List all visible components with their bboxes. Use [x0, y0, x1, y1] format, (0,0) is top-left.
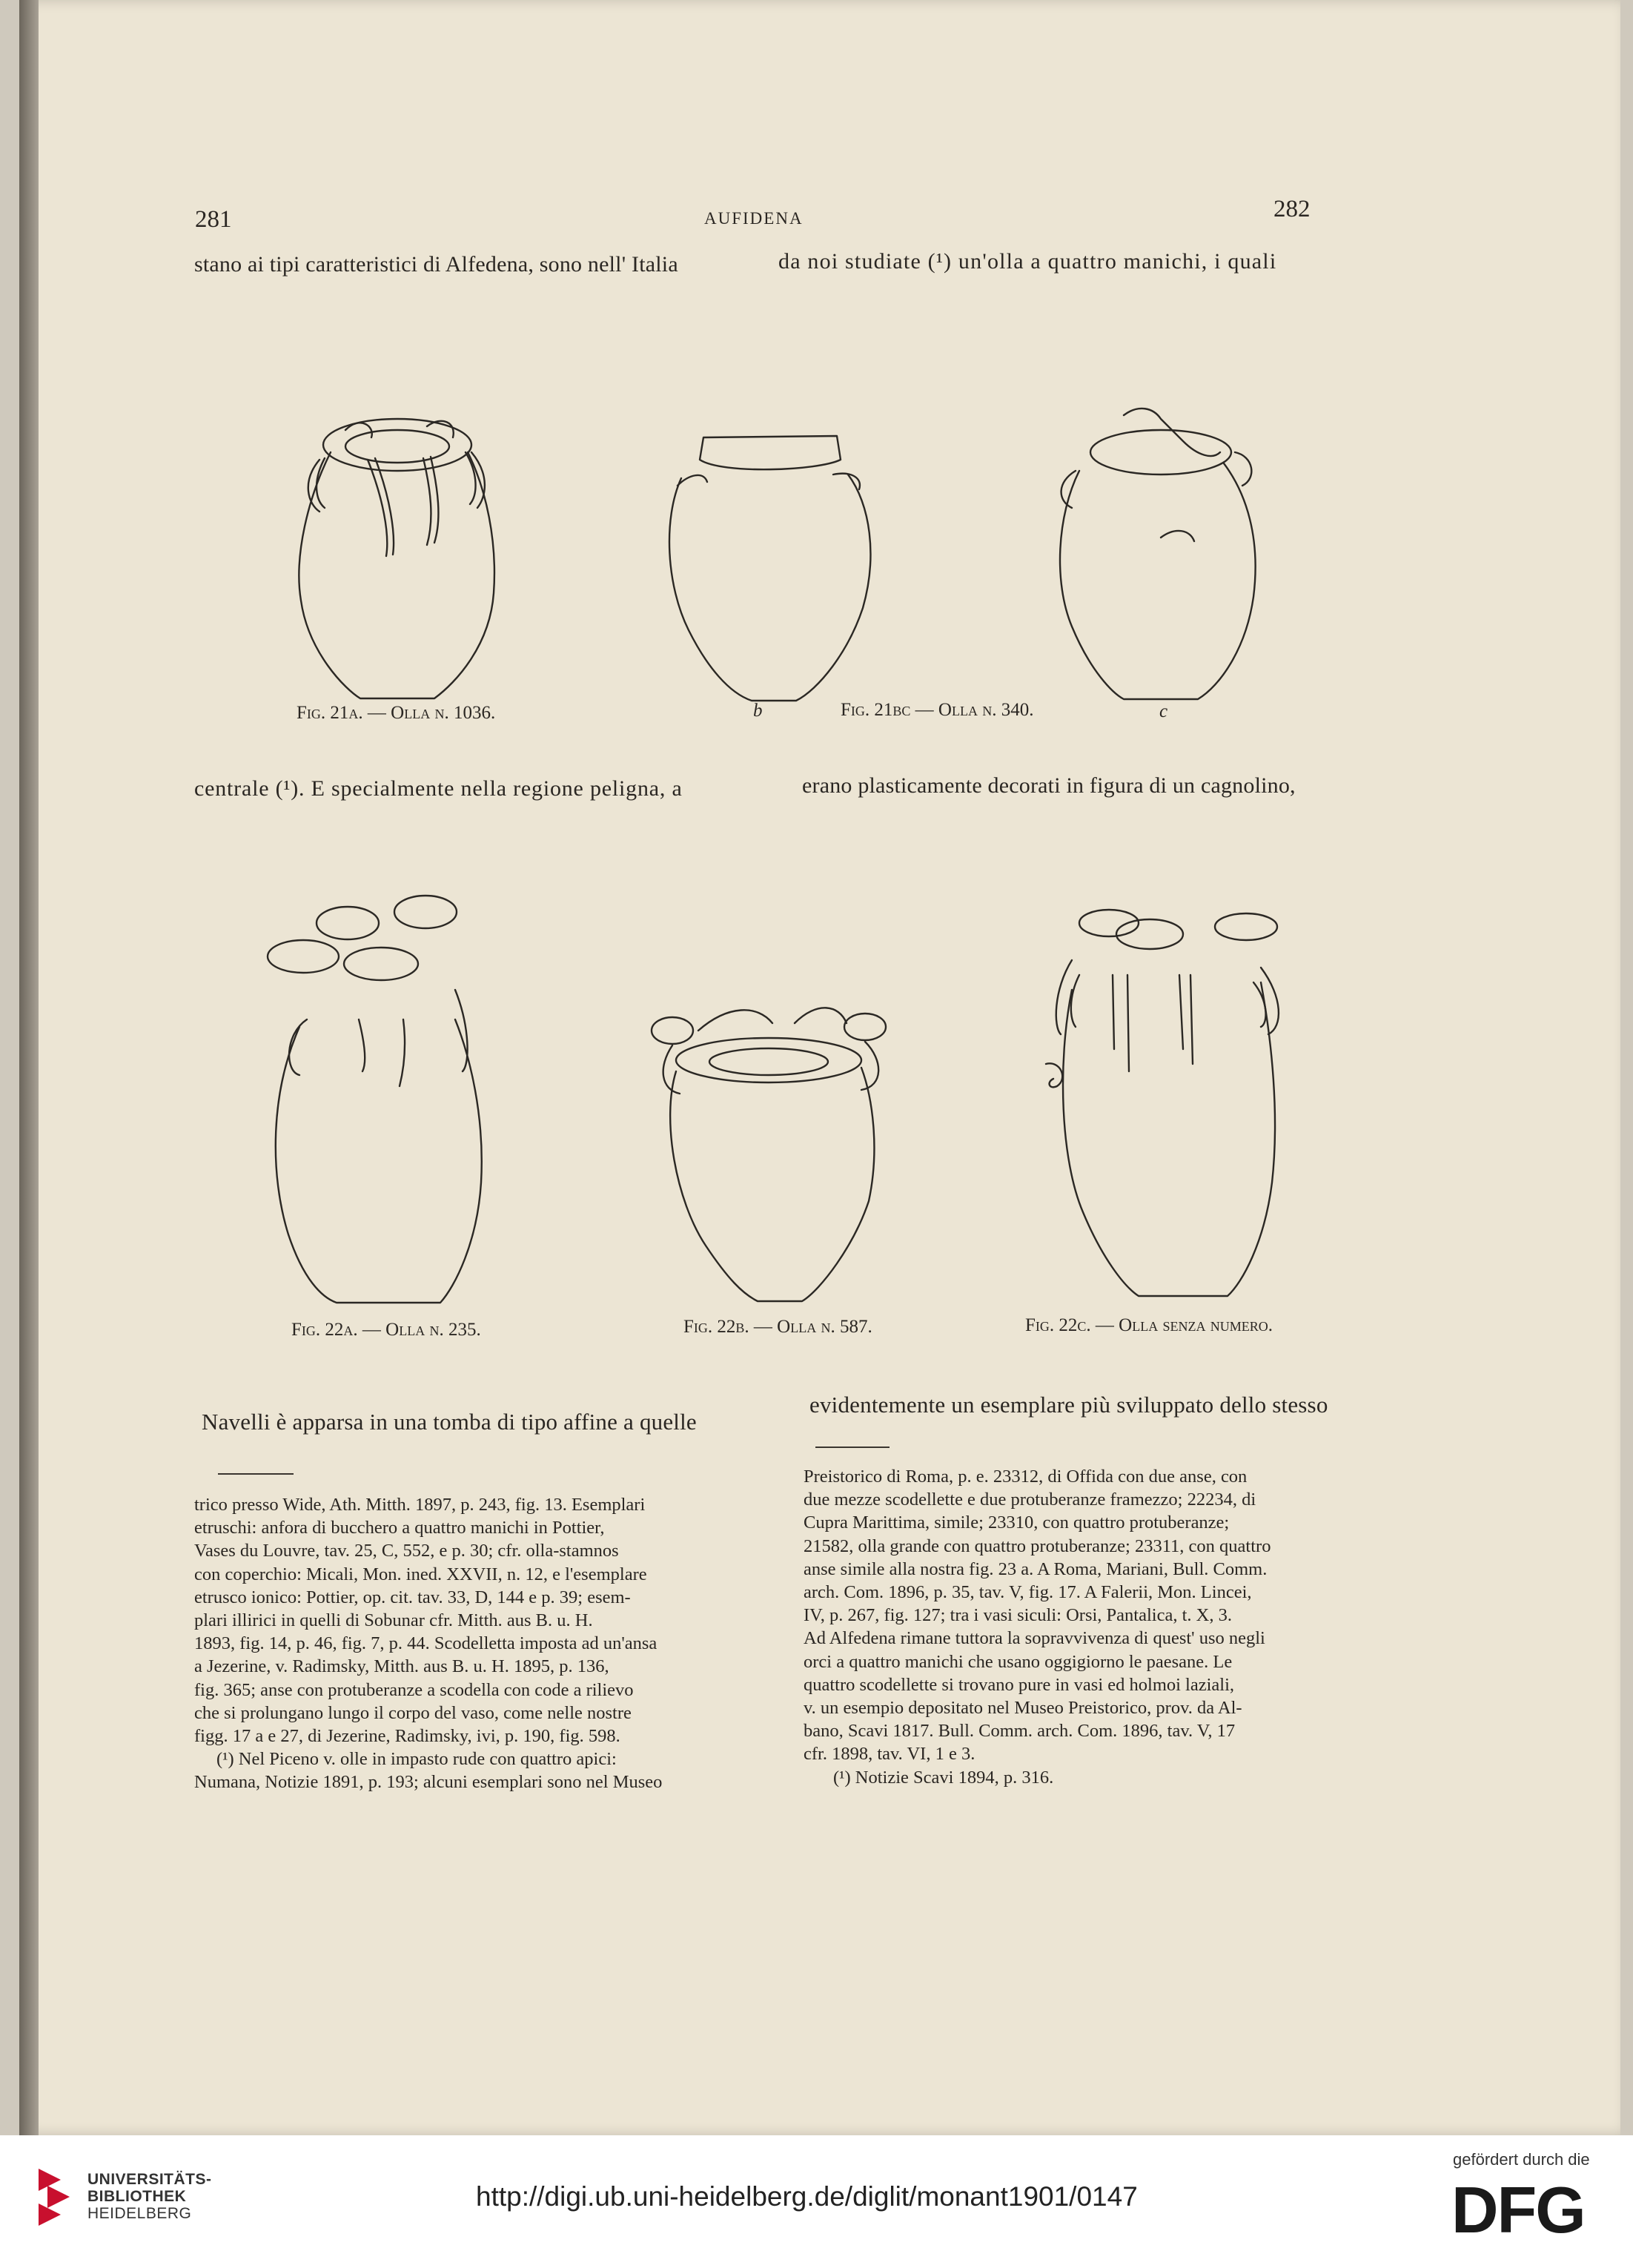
library-logo-line: BIBLIOTHEK — [87, 2188, 187, 2205]
footnote-right-line: bano, Scavi 1817. Bull. Comm. arch. Com. 1896, tav. V, 17 — [804, 1721, 1236, 1742]
uni-heidelberg-logo-icon — [31, 2165, 77, 2232]
footnote-right-line: Preistorico di Roma, p. e. 23312, di Offida con due anse, con — [804, 1467, 1248, 1487]
vase-fig-21c-illustration — [1035, 389, 1272, 708]
body-line-bottom-left: Navelli è apparsa in una tomba di tipo affine a quelle — [202, 1409, 697, 1435]
page-number-right: 282 — [1273, 196, 1311, 222]
footnote-right-line: v. un esempio depositato nel Museo Preistorico, prov. da Al- — [804, 1698, 1242, 1719]
library-logo-text — [87, 2171, 212, 2222]
vase-fig-21a-illustration — [279, 363, 523, 719]
scanned-page — [19, 0, 1620, 2135]
footnote-left-line: etruschi: anfora di bucchero a quattro manichi in Pottier, — [194, 1518, 605, 1538]
page-number-left: 281 — [195, 206, 232, 233]
caption-label-b: b — [753, 701, 763, 721]
footnote-right-line: anse simile alla nostra fig. 23 a. A Roma, Mariani, Bull. Comm. — [804, 1558, 1268, 1579]
vase-fig-21b-illustration — [648, 415, 892, 712]
caption-label-c: c — [1159, 701, 1168, 721]
permalink-url[interactable]: http://digi.ub.uni-heidelberg.de/diglit/monant1901/0147 — [476, 2181, 1138, 2212]
footnote-right-line: arch. Com. 1896, p. 35, tav. V, fig. 17. A Falerii, Mon. Lincei, — [804, 1582, 1252, 1603]
body-line-middle-right: erano plasticamente decorati in figura di un cagnolino, — [802, 773, 1296, 798]
footnote-right-line: Ad Alfedena rimane tuttora la sopravvivenza di quest' uso negli — [804, 1628, 1265, 1649]
digitization-footer — [0, 2135, 1633, 2268]
body-line-top-right: da noi studiate (¹) un'olla a quattro manichi, i quali — [778, 249, 1277, 274]
body-line-bottom-right: evidentemente un esemplare più sviluppato dello stesso — [809, 1392, 1328, 1418]
caption-fig-21bc: Fig. 21bc — Olla n. 340. — [841, 700, 1034, 720]
footnote-right-line: cfr. 1898, tav. VI, 1 e 3. — [804, 1744, 976, 1765]
caption-fig-22b: Fig. 22b. — Olla n. 587. — [683, 1317, 872, 1337]
footnote-left-line: che si prolungano lungo il corpo del vaso, come nelle nostre — [194, 1702, 632, 1723]
dfg-logo-icon: DFG — [1451, 2173, 1585, 2246]
vase-fig-22c-illustration — [1039, 901, 1291, 1305]
body-line-top-left: stano ai tipi caratteristici di Alfedena, sono nell' Italia — [194, 252, 678, 277]
footnote-right-line: 21582, olla grande con quattro protuberanze; 23311, con quattro — [804, 1535, 1271, 1556]
footnote-rule-right — [815, 1447, 890, 1448]
footnotes-right — [804, 1465, 1271, 1789]
footnote-right-line: due mezze scodellette e due protuberanze framezzo; 22234, di — [804, 1490, 1256, 1510]
footnote-left-line: 1893, fig. 14, p. 46, fig. 7, p. 44. Scodelletta imposta ad un'ansa — [194, 1633, 657, 1654]
footnote-left-line: a Jezerine, v. Radimsky, Mitth. aus B. u. H. 1895, p. 136, — [194, 1656, 609, 1677]
footnote-rule-left — [218, 1473, 294, 1475]
footnote-left-line: etrusco ionico: Pottier, op. cit. tav. 33, D, 144 e p. 39; esem- — [194, 1587, 631, 1607]
footnote-left-line: trico presso Wide, Ath. Mitth. 1897, p. 243, fig. 13. Esemplari — [194, 1495, 646, 1515]
footnote-right-line: Cupra Marittima, simile; 23310, con quattro protuberanze; — [804, 1512, 1230, 1533]
library-logo-line: HEIDELBERG — [87, 2205, 192, 2222]
footnote-left-line: figg. 17 a e 27, di Jezerine, Radimsky, ivi, p. 190, fig. 598. — [194, 1726, 620, 1747]
vase-fig-22b-illustration — [646, 1001, 898, 1312]
footnote-left-line: Numana, Notizie 1891, p. 193; alcuni esemplari sono nel Museo — [194, 1772, 663, 1793]
footnote-right-line: (¹) Notizie Scavi 1894, p. 316. — [833, 1767, 1054, 1788]
body-line-middle-left: centrale (¹). E specialmente nella regione peligna, a — [194, 776, 683, 801]
footnote-left-line: fig. 365; anse con protuberanze a scodella con code a rilievo — [194, 1679, 634, 1700]
footnote-left-line: plari illirici in quelli di Sobunar cfr. Mitth. aus B. u. H. — [194, 1610, 593, 1631]
footnotes-left — [194, 1493, 662, 1794]
footnote-right-line: quattro scodellette si trovano pure in vasi ed holmoi laziali, — [804, 1674, 1235, 1695]
caption-fig-22c: Fig. 22c. — Olla senza numero. — [1025, 1315, 1273, 1335]
footnote-right-line: orci a quattro manichi che usano oggigiorno le paesane. Le — [804, 1651, 1233, 1672]
sponsor-text: gefördert durch die — [1453, 2150, 1590, 2169]
library-logo-line: UNIVERSITÄTS- — [87, 2171, 212, 2188]
running-title: AUFIDENA — [704, 209, 804, 228]
page-edge-shadow — [19, 0, 39, 2135]
vase-fig-22a-illustration — [255, 879, 507, 1316]
footnote-right-line: IV, p. 267, fig. 127; tra i vasi siculi: Orsi, Pantalica, t. X, 3. — [804, 1605, 1232, 1626]
footnote-left-line: (¹) Nel Piceno v. olle in impasto rude con quattro apici: — [216, 1749, 617, 1770]
caption-fig-22a: Fig. 22a. — Olla n. 235. — [291, 1320, 481, 1340]
caption-fig-21a: Fig. 21a. — Olla n. 1036. — [297, 703, 496, 723]
footnote-left-line: Vases du Louvre, tav. 25, C, 552, e p. 30; cfr. olla-stamnos — [194, 1541, 619, 1561]
footnote-left-line: con coperchio: Micali, Mon. ined. XXVII, n. 12, e l'esemplare — [194, 1564, 647, 1584]
